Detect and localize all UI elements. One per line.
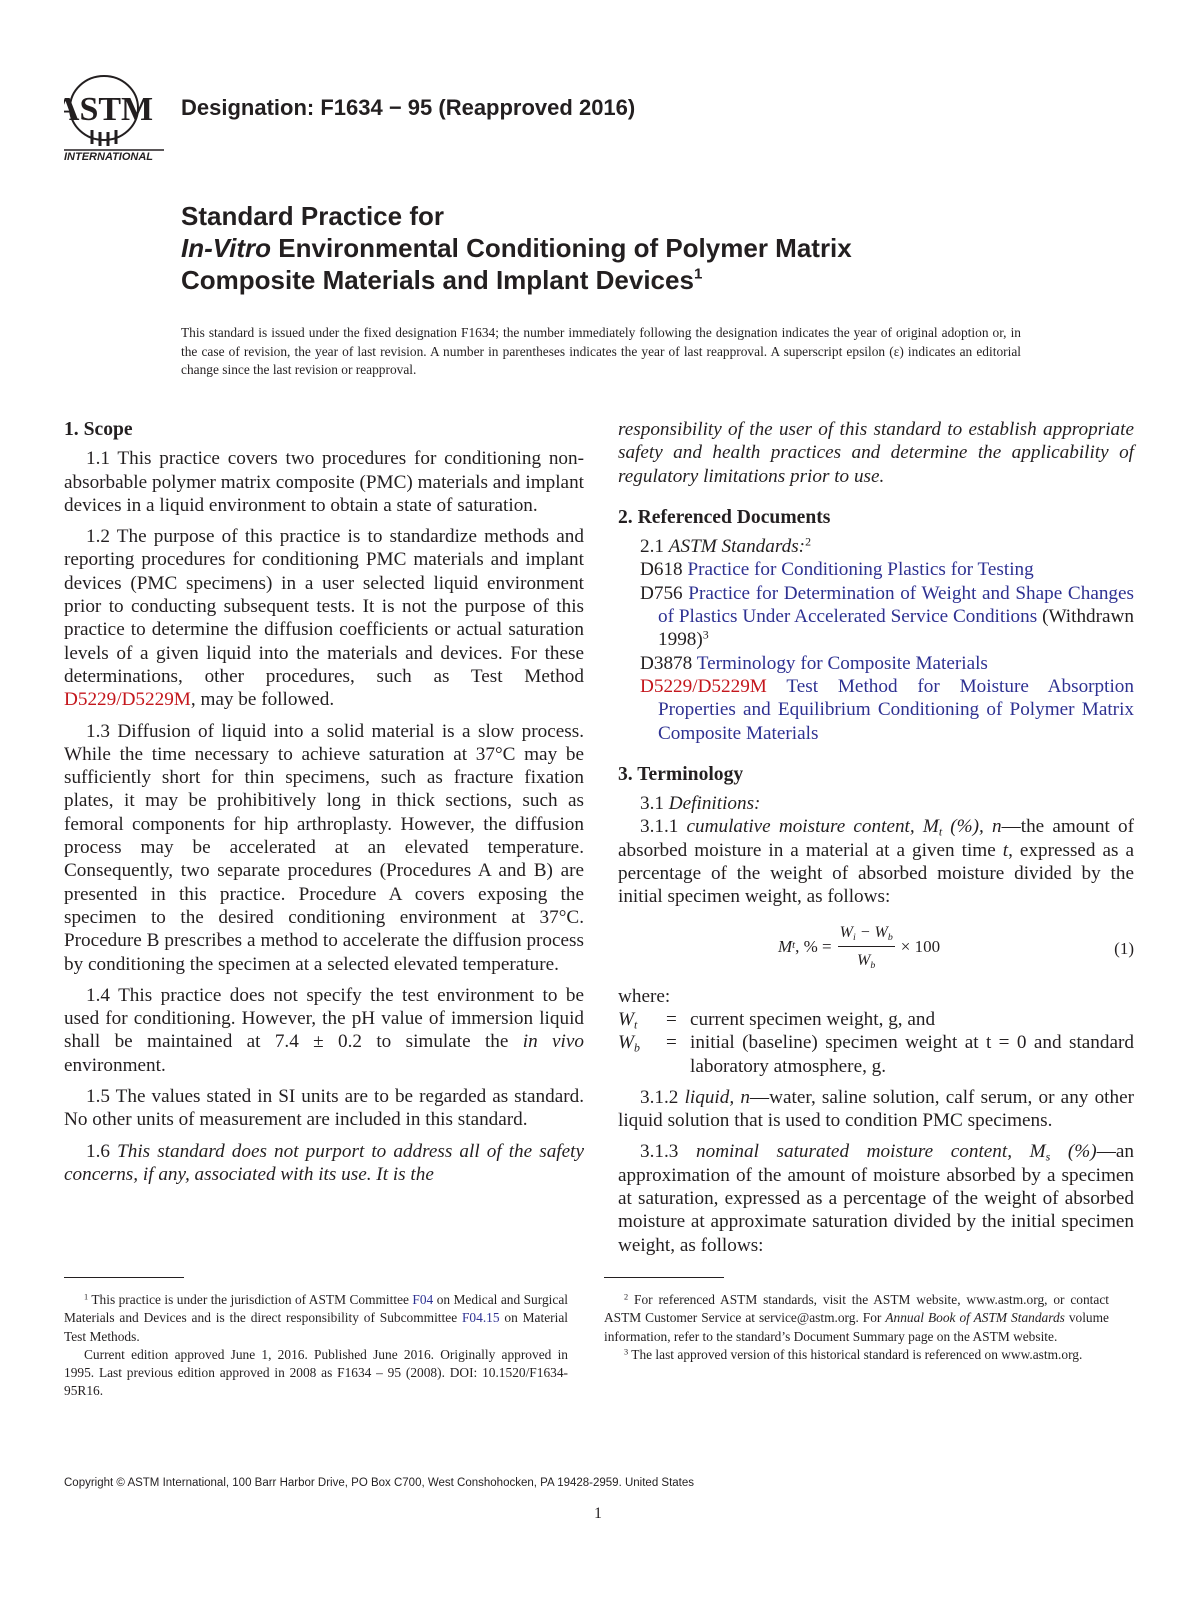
para-1-6 [64,1140,584,1187]
where-symbol-sub: t [633,1017,638,1032]
para-3-1 [618,792,1134,815]
where-equals: = [666,1008,677,1030]
para-3-1-1-num: 3.1.1 [640,816,687,838]
section-3-heading: 3. Terminology [618,763,744,785]
numerator-term-a: W [839,923,853,941]
where-symbol-sub: b [633,1040,640,1055]
reference-code: D618 [640,559,683,581]
title-line-1: Standard Practice for [181,201,444,231]
para-1-2-end: , may be followed. [190,689,335,711]
footnote-3-text: The last approved version of this historical standard is referenced on www.astm.org. [628,1346,1083,1362]
para-1-6-continued: responsibility of the user of this standard to establish appropriate safety and health practices and determine the applicability of regulatory limitations prior to use. [618,419,1134,487]
footnote-3-marker: 3 [624,1347,629,1357]
para-2-1-num: 2.1 [640,536,669,558]
title-line-2 [181,232,1081,264]
reference-list [618,558,1134,744]
term-name-end: (%) [1050,1141,1097,1163]
title-footnote-ref: 1 [693,265,703,283]
term-variable: t [1002,839,1009,861]
link-d5229[interactable]: D5229/D5229M [64,689,191,711]
para-1-4-text: 1.4 This practice does not specify the test environment to be used for conditioning. However, the pH value of immersion liquid shall be maintained at 7.4 ± 0.2 to simulate the [64,984,584,1053]
title-line-2-rest: Environmental Conditioning of Polymer Matrix [271,233,852,263]
reference-item [618,675,1134,745]
where-label: where: [618,985,671,1007]
para-1-6-italic: This standard does not purport to address all of the safety concerns, if any, associated with its use. It is the [64,1140,585,1185]
title-line-3 [181,264,1081,296]
footnotes-right [604,1291,1109,1364]
where-symbol [618,1008,666,1031]
term-name: liquid, n [684,1086,750,1108]
where-symbol-letter: W [618,1032,634,1054]
para-1-4 [64,984,584,1077]
term-definition: —water, saline solution, calf serum, or any other liquid solution that is used to condition PMC specimens. [618,1086,1134,1132]
equation-numerator [838,921,895,947]
para-1-2-text: 1.2 The purpose of this practice is to standardize methods and reporting procedures for conditioning PMC materials and implant devices (PMC specimens) in a user selected liquid environment prior to conducting subsequent tests. It is not the purpose of this practice to determine the diffusion coefficients or actual saturation levels of a given liquid into the materials and devices. For these determinations, other procedures, such as Test Method [64,526,584,687]
footnote-2-italic: Annual Book of ASTM Standards [885,1310,1065,1326]
term-definition: —an approximation of the amount of moisture absorbed by a specimen at saturation, expressed as a percentage of the weight of absorbed moisture at approximate saturation divided by the initial specimen weight, as follows: [618,1141,1134,1256]
footnote-rule-right [604,1277,724,1278]
where-symbol-letter: W [618,1008,634,1030]
section-1-heading: 1. Scope [64,419,133,440]
para-1-4-end: environment. [64,1054,166,1076]
para-3-1-1 [618,815,1134,908]
equation-denominator [857,947,875,972]
designation-notice: This standard is issued under the fixed designation F1634; the number immediately following the designation indicates the year of original adoption or, in the case of revision, the year of last revision. A number in parentheses indicates the year of last reapproval. A superscript epsilon (ε) indicates an editorial change since the last revision or reapproval. [181,325,1021,377]
document-title [181,200,1081,296]
astm-logo-subtext: INTERNATIONAL [64,151,154,163]
where-equals: = [666,1032,677,1054]
section-2-heading: 2. Referenced Documents [618,506,831,528]
footnote-1 [64,1291,568,1346]
title-line-3-text: Composite Materials and Implant Devices [181,265,694,295]
copyright-line: Copyright © ASTM International, 100 Barr Harbor Drive, PO Box C700, West Conshohocken, PA 19428-2959. United States [64,1477,695,1489]
para-1-6-num: 1.6 [86,1140,118,1162]
reference-link[interactable]: Practice for Determination of Weight and Shape Changes of Plastics Under Accelerated Service Conditions [658,582,1134,628]
footnote-3 [604,1346,1109,1364]
para-2-1-italic: ASTM Standards: [668,536,806,558]
reference-code[interactable]: D5229/D5229M [640,675,767,697]
footnote-ref-2: 2 [805,534,812,549]
reference-item [618,652,1134,675]
denominator-term: W [857,951,871,969]
footnote-rule-left [64,1277,184,1278]
para-3-1-italic: Definitions: [668,793,761,815]
term-name: cumulative moisture content, M [686,816,939,838]
title-italic: In-Vitro [181,233,272,263]
term-name: nominal saturated moisture content, M [696,1141,1046,1163]
numerator-term-b: − W [855,923,888,941]
reference-code: D756 [640,582,683,604]
astm-logo-letters: ASTM [64,91,154,128]
equation-1 [618,915,1134,979]
link-f04[interactable]: F04 [412,1292,434,1307]
equation-fraction [838,921,895,973]
para-1-5: 1.5 The values stated in SI units are to be regarded as standard. No other units of measurement are included in this standard. [64,1086,584,1131]
equation-lhs: M [778,936,793,956]
para-1-1: 1.1 This practice covers two procedures for conditioning non-absorbable polymer matrix composite (PMC) materials and implant devices in a liquid environment to obtain a state of saturation. [64,448,584,516]
reference-link[interactable]: Practice for Conditioning Plastics for Testing [687,559,1034,581]
equation-number: (1) [1114,938,1134,958]
link-f04-15[interactable]: F04.15 [461,1310,500,1326]
denominator-sub: b [870,959,876,971]
term-name-end: (%), n [942,816,1002,838]
reference-link[interactable]: Terminology for Composite Materials [696,652,988,674]
reference-item [618,582,1134,652]
reference-item [618,558,1134,581]
page-number: 1 [594,1505,602,1522]
footnote-2-text-b: volume information, refer to the standard’s Document Summary page on the ASTM website. [604,1310,1109,1344]
designation: Designation: F1634 − 95 (Reapproved 2016) [181,95,636,120]
where-definition: initial (baseline) specimen weight at t = 0 and standard laboratory atmosphere, g. [690,1032,1134,1077]
numerator-sub-a: i [852,931,856,943]
footnote-1-marker: 1 [84,1292,89,1302]
right-column [618,418,1134,1257]
equation-rhs: × 100 [900,936,941,956]
reference-suffix: (Withdrawn 1998) [658,606,1135,651]
left-column [64,418,584,1186]
para-1-4-italic: in vivo [522,1031,584,1053]
footnote-2 [604,1291,1109,1346]
footnote-2-marker: 2 [624,1292,629,1302]
astm-logo-mark [64,76,153,146]
term-subscript: s [1045,1149,1051,1164]
footnote-ref-3: 3 [702,627,709,642]
where-definition: current specimen weight, g, and [690,1008,936,1030]
para-1-3: 1.3 Diffusion of liquid into a solid material is a slow process. While the time necessary to achieve saturation at 37°C may be sufficiently short for thin specimens, such as fracture fixation plates, it may be prohibitively long in thick sections, such as femoral components for hip arthroplasty. However, the diffusion process may be accelerated at an elevated temperature. Consequently, two separate procedures (Procedures A and B) are presented in this practice. Procedure A covers exposing the specimen to the desired conditioning environment at 37°C. Procedure B prescribes a method to accelerate the diffusion process by conditioning the specimen at a selected elevated temperature. [64,720,584,975]
footnote-2-text: For referenced ASTM standards, visit the ASTM website, www.astm.org, or contact ASTM Customer Service at service@astm.org. For [604,1292,1109,1326]
para-3-1-3-num: 3.1.3 [640,1141,697,1163]
astm-logo [64,70,168,166]
footnote-1-text-c: on Material Test Methods. [64,1310,568,1344]
equation-body: M t , % = $\frac{W_i - W_b}{W_b}$ × 100 [778,921,940,973]
footnote-1-text: This practice is under the jurisdiction of ASTM Committee [88,1292,413,1307]
para-1-2 [64,525,584,711]
reference-link[interactable]: Test Method for Moisture Absorption Properties and Equilibrium Conditioning of Polymer Matrix Composite Materials [658,675,1134,744]
where-row [618,1031,1134,1078]
para-3-1-3 [618,1140,1134,1256]
equation-lhs-rest: , % = [795,936,832,956]
footnotes-left [64,1291,568,1401]
para-3-1-2-num: 3.1.2 [640,1086,685,1108]
para-3-1-num: 3.1 [640,793,669,815]
para-3-1-2 [618,1086,1134,1133]
numerator-sub-b: b [887,931,893,943]
term-subscript: t [938,825,943,840]
where-symbol [618,1031,666,1078]
para-2-1 [618,535,1134,558]
term-definition: —the amount of absorbed moisture in a material at a given time [618,816,1135,861]
footnote-1-text-b: on Medical and Surgical Materials and Devices and is the direct responsibility of Subcommittee [64,1292,568,1326]
term-definition-end: , expressed as a percentage of the weight of absorbed moisture divided by the initial specimen weight, as follows: [618,839,1135,908]
footnote-1-edition: Current edition approved June 1, 2016. Published June 2016. Originally approved in 1995. Last previous edition approved in 2008 as F1634 – 95 (2008). DOI: 10.1520/F1634-95R16. [64,1346,568,1399]
reference-code: D3878 [640,652,693,674]
where-row [618,1008,1134,1031]
